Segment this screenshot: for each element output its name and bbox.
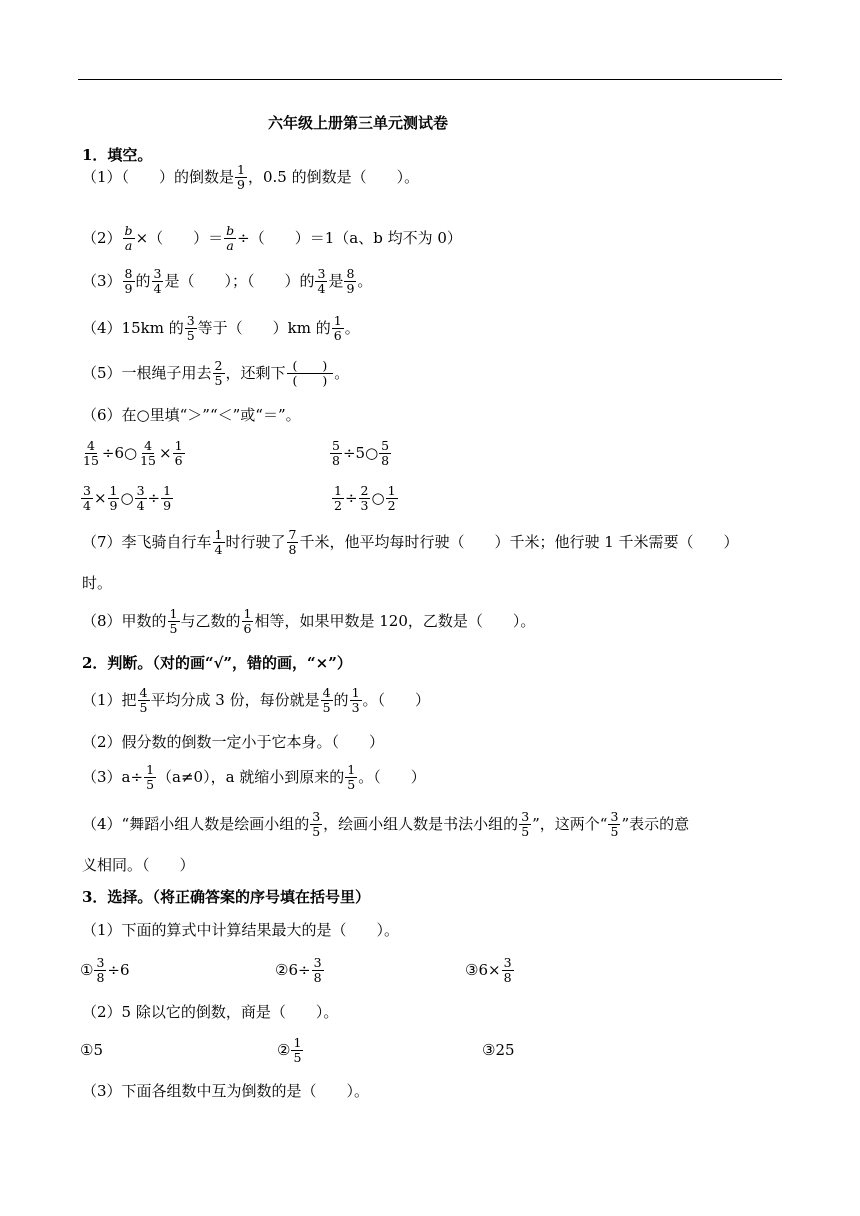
fraction: $\frac{4}{5}$: [139, 684, 148, 715]
question-2-3: [82, 761, 426, 793]
fraction: $\frac{4}{15}$: [83, 437, 99, 468]
fraction: $\frac{1}{9}$: [109, 482, 118, 513]
text: 相等，如果甲数是 120，乙数是（ ）。: [254, 612, 536, 630]
question-1-3: [82, 265, 372, 297]
fraction: $\frac{1}{9}$: [237, 161, 245, 192]
text: ○: [120, 489, 134, 507]
text: （3）a÷: [82, 768, 144, 786]
text: （3）: [82, 272, 122, 290]
fraction: $\frac{1}{6}$: [333, 312, 342, 343]
question-3-2: （2）5 除以它的倒数，商是（ ）。: [82, 1003, 339, 1021]
text: （8）甲数的: [82, 612, 167, 630]
fraction: $\frac{4}{5}$: [322, 684, 331, 715]
fraction: $\frac{1}{5}$: [146, 761, 155, 792]
fraction: $\frac{3}{4}$: [136, 482, 145, 513]
text: ②6÷: [275, 961, 311, 979]
page-title: 六年级上册第三单元测试卷: [268, 114, 449, 132]
fraction: $\frac{8}{9}$: [346, 265, 355, 296]
text: （7）李飞骑自行车: [82, 533, 212, 551]
text: 。: [344, 319, 360, 337]
text: 千米，他平均每时行驶（ ）千米；他行驶 1 千米需要（ ）: [299, 533, 739, 551]
fraction: $\frac{b}{a}$: [226, 222, 235, 253]
text: ③6×: [465, 961, 501, 979]
text: 的: [135, 272, 151, 290]
text: （5）一根绳子用去: [82, 364, 212, 382]
text: 。（ ）: [358, 768, 426, 786]
fraction: $\frac{1}{6}$: [174, 437, 183, 468]
text: （4）“舞蹈小组人数是绘画小组的: [82, 815, 310, 833]
section-2-header: 2．判断。（对的画“√”，错的画，“×”）: [82, 654, 352, 672]
fraction: $\frac{5}{8}$: [332, 437, 340, 468]
text: ○: [371, 489, 385, 507]
text: （a≠0），a 就缩小到原来的: [157, 768, 345, 786]
question-1-1: [82, 161, 419, 193]
fraction: $\frac{1}{4}$: [214, 526, 223, 557]
fraction: $\frac{b}{a}$: [124, 222, 133, 253]
fraction: $\frac{8}{9}$: [124, 265, 133, 296]
question-1-7: [82, 526, 739, 558]
fraction: $\frac{3}{5}$: [186, 312, 195, 343]
question-1-5: [82, 357, 349, 389]
text: （1）（ ）的倒数是: [82, 168, 235, 186]
question-1-2: [82, 222, 462, 254]
text: ÷（ ）＝1（a、b 均不为 0）: [237, 229, 462, 247]
fraction: $\frac{5}{8}$: [381, 437, 390, 468]
fraction: $\frac{1}{9}$: [163, 482, 172, 513]
text: ÷6: [107, 961, 130, 979]
text: 平均分成 3 份，每份就是: [150, 691, 320, 709]
fraction: $\frac{2}{5}$: [214, 357, 223, 388]
question-1-7-continued: 时。: [82, 574, 113, 592]
text: 是: [328, 272, 344, 290]
fraction: $\frac{3}{4}$: [317, 265, 326, 296]
text: （2）: [82, 229, 122, 247]
choice-option: [80, 954, 130, 986]
choice-option: ①5: [80, 1041, 103, 1059]
text: ”，这两个“: [532, 815, 608, 833]
header-rule: [78, 79, 782, 80]
fraction: $\frac{2}{3}$: [360, 482, 369, 513]
compare-expression: [331, 482, 399, 514]
fraction: $\frac{1}{5}$: [293, 1034, 302, 1065]
text: ÷6○: [101, 444, 138, 462]
choice-option: ③25: [482, 1041, 515, 1059]
fraction: $\frac{3}{4}$: [83, 482, 91, 513]
fraction: $\frac{1}{5}$: [347, 761, 356, 792]
text: 时行驶了: [225, 533, 286, 551]
text: ”表示的意: [621, 815, 690, 833]
text: ×（ ）＝: [135, 229, 224, 247]
choice-option: [277, 1034, 304, 1066]
text: 等于（ ）km 的: [197, 319, 331, 337]
fraction: $\frac{1}{5}$: [169, 605, 178, 636]
fraction: $\frac{1}{3}$: [351, 684, 360, 715]
text: ，绘画小组人数是书法小组的: [323, 815, 519, 833]
question-3-3: （3）下面各组数中互为倒数的是（ ）。: [82, 1082, 370, 1100]
text: ，0.5 的倒数是（ ）。: [248, 168, 420, 186]
text: （1）把: [82, 691, 137, 709]
compare-expression: [80, 482, 174, 514]
section-1-header: 1．填空。: [82, 146, 153, 164]
text: 与乙数的: [180, 612, 241, 630]
text: 。: [357, 272, 373, 290]
question-2-4-continued: 义相同。（ ）: [82, 856, 195, 874]
text: ②: [277, 1041, 291, 1059]
blank-fraction: $\frac{( )}{( )}$: [287, 359, 334, 388]
text: ×: [93, 489, 107, 507]
text: 的: [333, 691, 349, 709]
question-2-4: [82, 808, 689, 840]
fraction: $\frac{3}{5}$: [521, 808, 530, 839]
question-1-8: [82, 605, 535, 637]
compare-expression: [80, 437, 186, 469]
text: 是（ ）；（ ）的: [164, 272, 315, 290]
text: 。: [334, 364, 350, 382]
fraction: $\frac{1}{6}$: [243, 605, 252, 636]
text: ÷: [344, 489, 358, 507]
text: ×: [159, 444, 172, 462]
choice-option: [465, 954, 515, 986]
question-2-2: （2）假分数的倒数一定小于它本身。（ ）: [82, 733, 385, 751]
question-1-4: [82, 312, 360, 344]
fraction: $\frac{3}{5}$: [610, 808, 619, 839]
fraction: $\frac{3}{8}$: [313, 954, 322, 985]
text: ，还剩下: [225, 364, 286, 382]
fraction: $\frac{1}{2}$: [387, 482, 396, 513]
question-3-1: （1）下面的算式中计算结果最大的是（ ）。: [82, 921, 400, 939]
text: （4）15km 的: [82, 319, 184, 337]
fraction: $\frac{1}{2}$: [334, 482, 342, 513]
text: ÷: [147, 489, 161, 507]
question-2-1: [82, 684, 430, 716]
fraction: $\frac{3}{8}$: [96, 954, 105, 985]
fraction: $\frac{3}{8}$: [503, 954, 512, 985]
section-3-header: 3．选择。（将正确答案的序号填在括号里）: [82, 888, 370, 906]
fraction: $\frac{4}{15}$: [140, 437, 157, 468]
compare-expression: [329, 437, 392, 469]
text: ÷5○: [342, 444, 379, 462]
text: 。（ ）: [362, 691, 431, 709]
text: ①: [80, 961, 94, 979]
fraction: $\frac{3}{5}$: [312, 808, 321, 839]
fraction: $\frac{3}{4}$: [153, 265, 162, 296]
choice-option: [275, 954, 325, 986]
question-1-6: （6）在○里填“＞”“＜”或“＝”。: [82, 406, 301, 424]
fraction: $\frac{7}{8}$: [288, 526, 297, 557]
